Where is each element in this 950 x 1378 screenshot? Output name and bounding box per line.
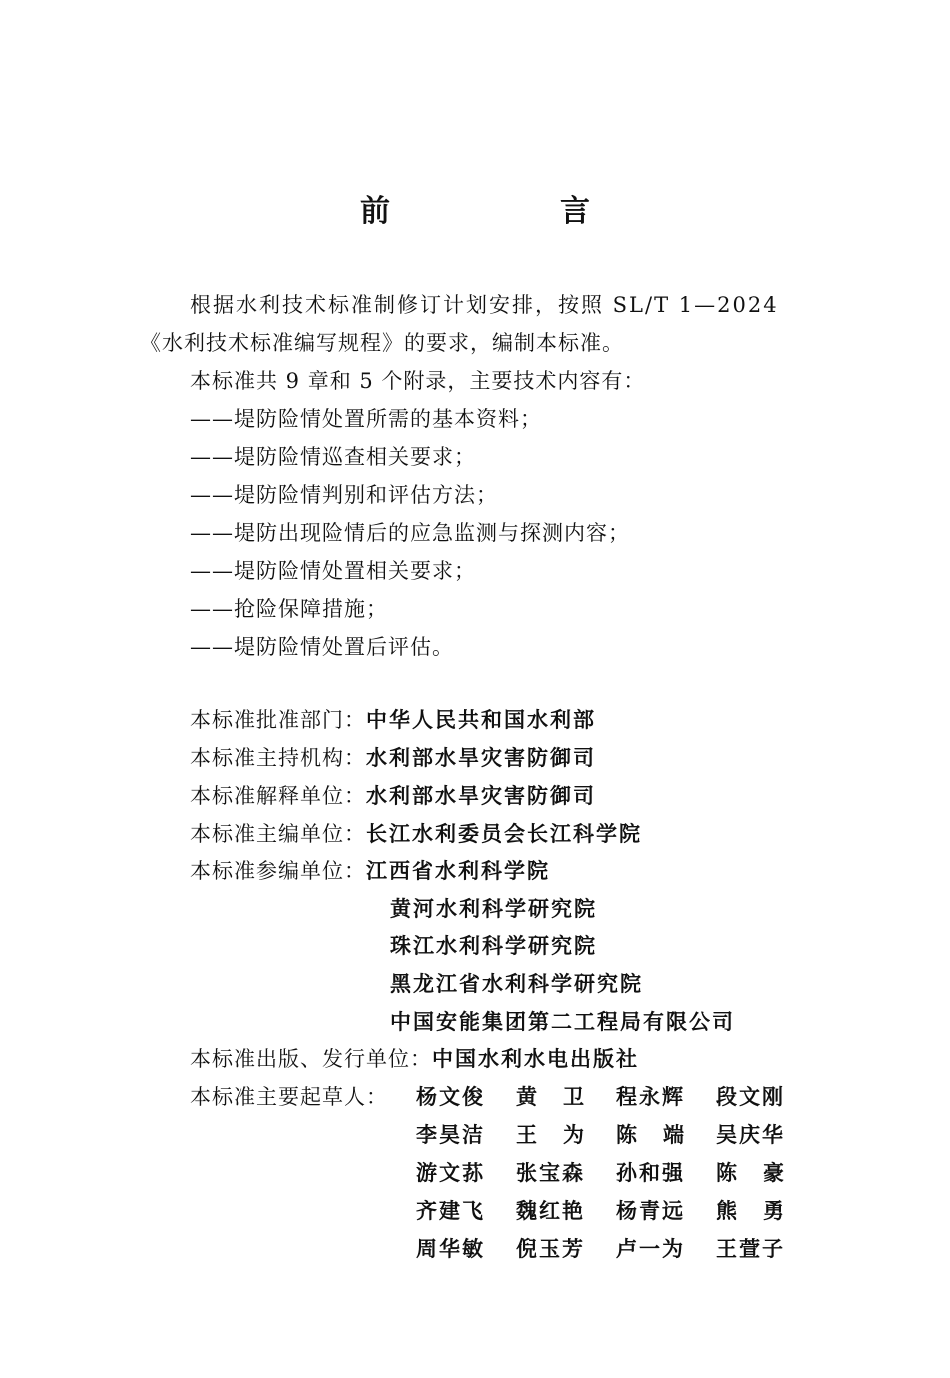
- drafter-name: 卢一为: [616, 1237, 685, 1261]
- page-title: 前 言: [360, 194, 660, 229]
- content-item: ——堤防出现险情后的应急监测与探测内容；: [190, 521, 630, 545]
- drafter-name: 陈豪: [716, 1161, 810, 1185]
- drafter-name: 李昊洁: [416, 1123, 485, 1147]
- interpret-value: 水利部水旱灾害防御司: [366, 784, 596, 808]
- host-value: 水利部水旱灾害防御司: [366, 746, 596, 770]
- drafter-name: 熊勇: [716, 1199, 810, 1223]
- chief-label: 本标准主编单位：: [190, 822, 366, 846]
- drafter-name: 王萱子: [716, 1237, 785, 1261]
- drafter-name: 黄卫: [516, 1085, 610, 1109]
- host-label: 本标准主持机构：: [190, 746, 366, 770]
- drafter-name: 程永辉: [616, 1085, 685, 1109]
- drafter-name: 杨青远: [616, 1199, 685, 1223]
- content-item: ——堤防险情巡查相关要求；: [190, 445, 476, 469]
- publisher-row: [190, 1045, 639, 1073]
- drafter-name: 齐建飞: [416, 1199, 485, 1223]
- drafters-label: 本标准主要起草人：: [190, 1085, 388, 1109]
- participate-value: 中国安能集团第二工程局有限公司: [390, 1010, 735, 1034]
- content-item: ——堤防险情处置所需的基本资料；: [190, 407, 542, 431]
- drafter-name: 杨文俊: [416, 1085, 485, 1109]
- approval-value: 中华人民共和国水利部: [366, 708, 596, 732]
- drafter-name: 周华敏: [416, 1237, 485, 1261]
- drafter-name: 孙和强: [616, 1161, 685, 1185]
- publisher-label: 本标准出版、发行单位：: [190, 1047, 432, 1071]
- participate-value: 珠江水利科学研究院: [390, 934, 597, 958]
- chief-row: [190, 820, 642, 848]
- content-item: ——抢险保障措施；: [190, 597, 388, 621]
- content-item: ——堤防险情判别和评估方法；: [190, 483, 498, 507]
- participate-value: 江西省水利科学院: [366, 859, 550, 883]
- participate-value: 黑龙江省水利科学研究院: [390, 972, 643, 996]
- participate-label: 本标准参编单位：: [190, 859, 366, 883]
- drafters-row: [416, 1235, 816, 1263]
- interpret-label: 本标准解释单位：: [190, 784, 366, 808]
- content-item: ——堤防险情处置相关要求；: [190, 559, 476, 583]
- drafter-name: 游文荪: [416, 1161, 485, 1185]
- drafter-name: 陈端: [616, 1123, 710, 1147]
- participate-value: 黄河水利科学研究院: [390, 897, 597, 921]
- intro-line-2: 《水利技术标准编写规程》的要求，编制本标准。: [140, 331, 624, 355]
- content-item: ——堤防险情处置后评估。: [190, 635, 454, 659]
- intro-line-3: 本标准共 9 章和 5 个附录，主要技术内容有：: [190, 369, 646, 393]
- intro-line-1: 根据水利技术标准制修订计划安排，按照 SL/T 1—2024: [190, 293, 779, 317]
- drafter-name: 魏红艳: [516, 1199, 585, 1223]
- publisher-value: 中国水利水电出版社: [432, 1047, 639, 1071]
- drafter-name: 张宝森: [516, 1161, 585, 1185]
- drafters-row: [416, 1121, 816, 1149]
- drafters-row: [416, 1083, 816, 1111]
- approval-row: [190, 706, 596, 734]
- chief-value: 长江水利委员会长江科学院: [366, 822, 642, 846]
- drafters-row: [416, 1159, 816, 1187]
- drafter-name: 吴庆华: [716, 1123, 785, 1147]
- participate-row: [190, 857, 550, 885]
- interpret-row: [190, 782, 596, 810]
- host-row: [190, 744, 596, 772]
- drafter-name: 倪玉芳: [516, 1237, 585, 1261]
- drafter-name: 段文刚: [716, 1085, 785, 1109]
- approval-label: 本标准批准部门：: [190, 708, 366, 732]
- drafter-name: 王为: [516, 1123, 610, 1147]
- drafters-row: [416, 1197, 816, 1225]
